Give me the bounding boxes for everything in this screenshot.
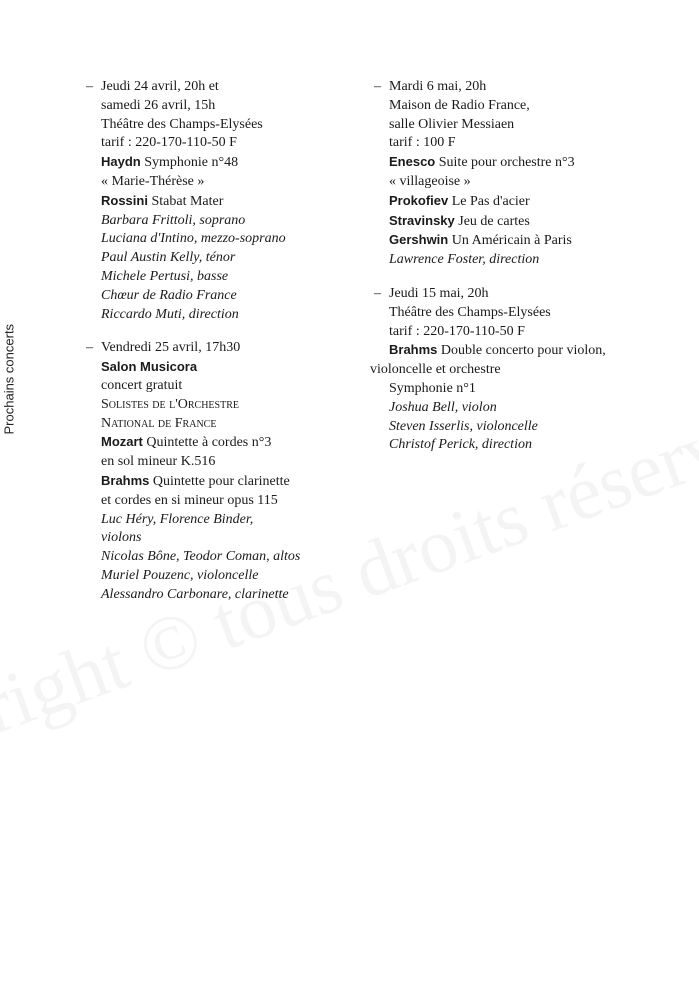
left-column — [86, 78, 356, 620]
program-item-prokofiev — [389, 192, 664, 212]
performer: Christof Perick, direction — [389, 437, 532, 453]
concert-date: Vendredi 25 avril, 17h30 — [101, 340, 241, 356]
work-title: Stabat Mater — [151, 193, 224, 209]
work-title-continued: violoncelle et orchestre — [370, 362, 501, 378]
composer-name: Brahms — [389, 342, 438, 358]
composer-name: Mozart — [101, 434, 143, 450]
program-item-rossini — [101, 192, 356, 212]
performer: Luciana d'Intino, mezzo-soprano — [101, 231, 286, 247]
program-item-enesco — [389, 153, 664, 173]
performer: Alessandro Carbonare, clarinette — [101, 586, 289, 602]
performer: Joshua Bell, violon — [389, 399, 497, 415]
concert-venue-2: salle Olivier Messiaen — [389, 116, 515, 132]
concert-venue: Salon Musicora — [101, 359, 198, 375]
work-subtitle: « Marie-Thérèse » — [101, 173, 205, 189]
composer-name: Prokofiev — [389, 192, 449, 208]
work-title: Symphonie n°48 — [144, 155, 239, 171]
program-item-haydn — [101, 153, 356, 173]
concert-venue: Théâtre des Champs-Elysées — [389, 304, 551, 320]
performer: violons — [101, 530, 142, 546]
list-dash: – — [374, 285, 381, 301]
work-title: Quintette à cordes n°3 — [146, 435, 272, 451]
program-item-gershwin — [389, 231, 664, 251]
conductor: Lawrence Foster, direction — [389, 252, 540, 268]
performer: Steven Isserlis, violoncelle — [389, 418, 538, 434]
work-subtitle: « villageoise » — [389, 173, 471, 189]
composer-name: Gershwin — [389, 232, 449, 248]
work-title: Le Pas d'acier — [451, 193, 530, 209]
concert-tarif: tarif : 220-170-110-50 F — [101, 135, 237, 151]
performer: Paul Austin Kelly, ténor — [101, 250, 236, 266]
performer: Luc Héry, Florence Binder, — [101, 511, 254, 527]
concert-date: Mardi 6 mai, 20h — [389, 79, 487, 94]
concert-note: concert gratuit — [101, 377, 183, 393]
performer: Nicolas Bône, Teodor Coman, altos — [101, 549, 301, 565]
concert-24-avril — [86, 78, 356, 324]
program-item-mozart — [101, 433, 356, 453]
composer-name: Rossini — [101, 192, 148, 208]
concert-date-2: samedi 26 avril, 15h — [101, 97, 216, 113]
work-title: Double concerto pour violon, — [440, 343, 606, 359]
right-column — [370, 78, 664, 470]
program-item-brahms — [389, 341, 664, 361]
concert-tarif: tarif : 100 F — [389, 135, 456, 151]
work-title: Un Américain à Paris — [451, 233, 572, 249]
concert-6-mai — [374, 78, 664, 270]
concert-date: Jeudi 24 avril, 20h et — [101, 79, 219, 94]
list-dash: – — [86, 340, 93, 356]
section-side-label: Prochains concerts — [1, 323, 17, 435]
work-title: Suite pour orchestre n°3 — [438, 155, 575, 171]
composer-name: Brahms — [101, 472, 150, 488]
work-key: en sol mineur K.516 — [101, 454, 216, 470]
list-dash: – — [374, 79, 381, 94]
work-title: Jeu de cartes — [458, 213, 530, 229]
concert-venue: Maison de Radio France, — [389, 97, 530, 113]
performer: Barbara Frittoli, soprano — [101, 212, 246, 228]
ensemble-name-2: National de France — [101, 415, 217, 431]
work-title: Quintette pour clarinette — [152, 473, 290, 489]
work-title-2: Symphonie n°1 — [389, 380, 476, 396]
performer: Riccardo Muti, direction — [101, 306, 239, 322]
performer: Michele Pertusi, basse — [101, 268, 229, 284]
composer-name: Stravinsky — [389, 212, 455, 228]
concert-date: Jeudi 15 mai, 20h — [389, 285, 489, 301]
concert-venue: Théâtre des Champs-Elysées — [101, 116, 263, 132]
performer: Muriel Pouzenc, violoncelle — [101, 567, 259, 583]
list-dash: – — [86, 79, 93, 94]
concert-25-avril — [86, 339, 356, 604]
concert-15-mai — [370, 285, 664, 455]
ensemble-name: Solistes de l'Orchestre — [101, 396, 239, 412]
program-item-brahms — [101, 472, 356, 492]
performer: Chœur de Radio France — [101, 287, 237, 303]
work-title-continued: et cordes en si mineur opus 115 — [101, 492, 278, 508]
concert-tarif: tarif : 220-170-110-50 F — [389, 323, 525, 339]
program-item-stravinsky — [389, 212, 664, 232]
composer-name: Enesco — [389, 154, 436, 170]
composer-name: Haydn — [101, 154, 141, 170]
